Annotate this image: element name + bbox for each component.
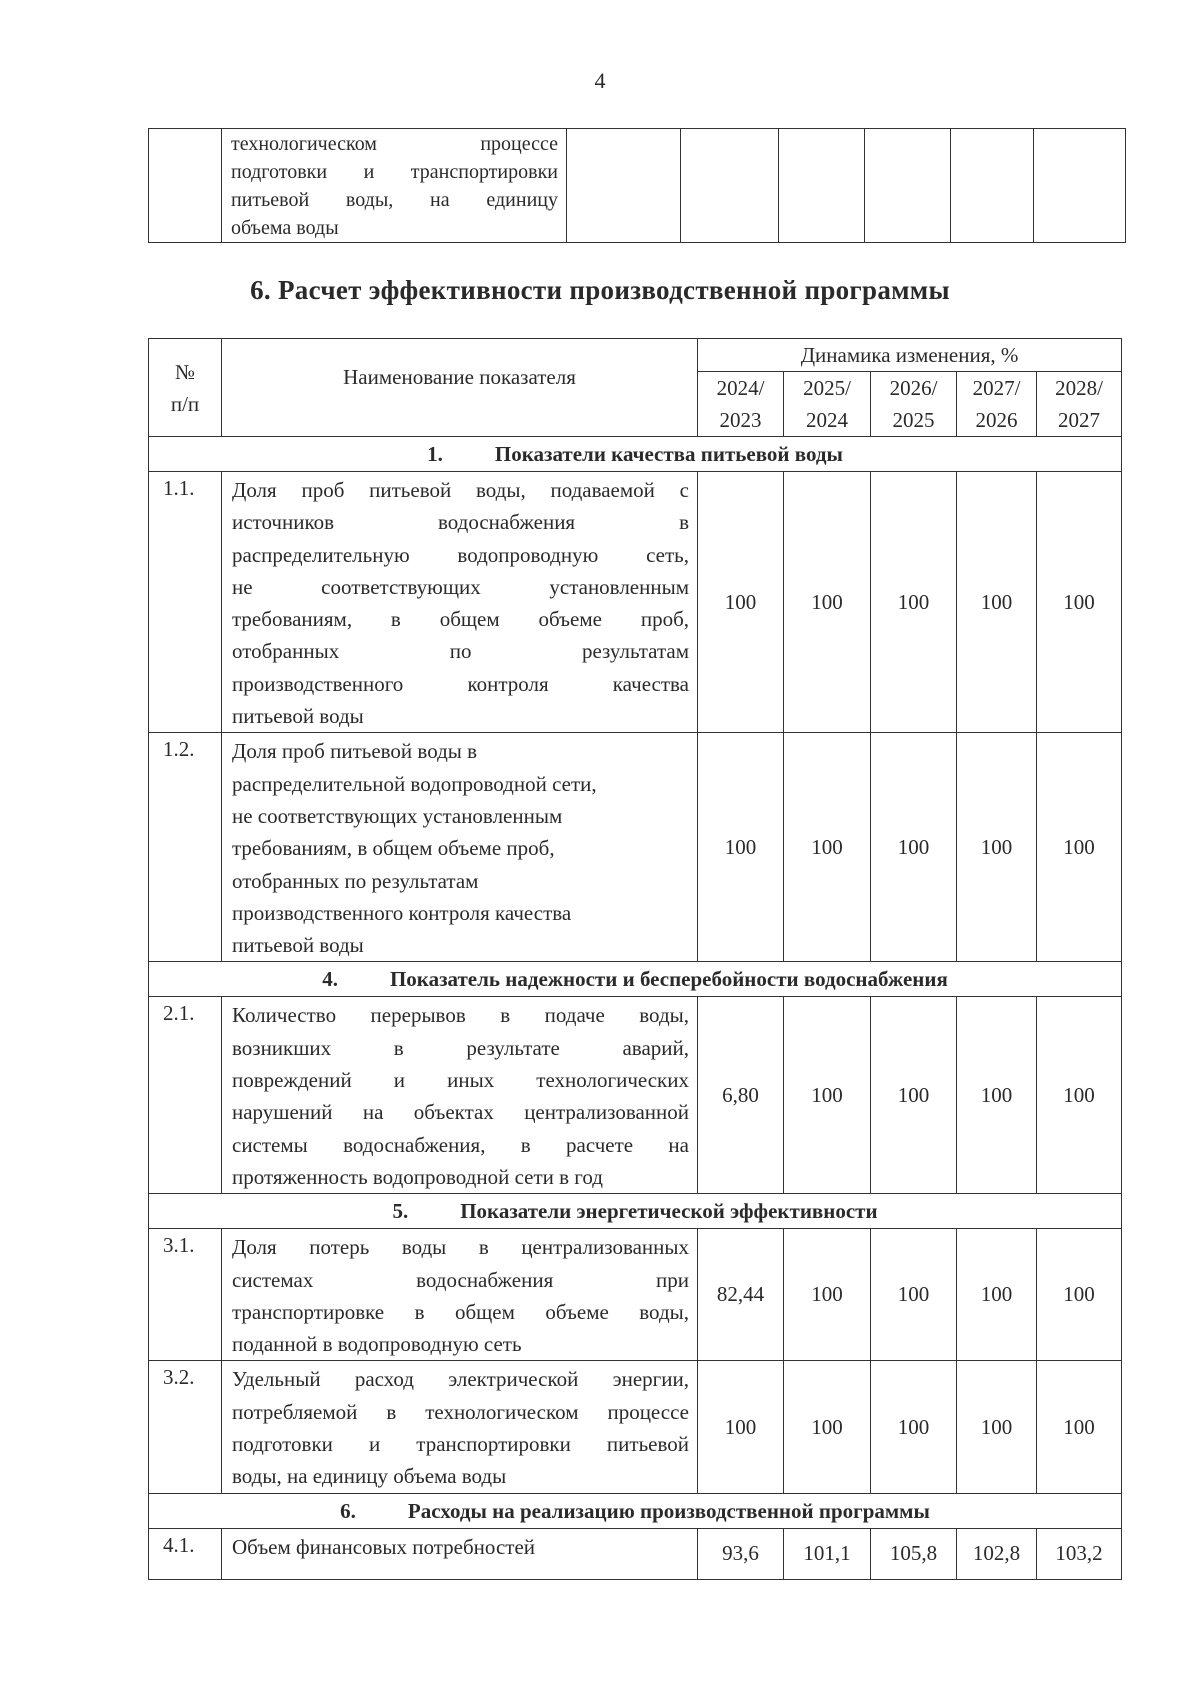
value-cell: 102,8 bbox=[957, 1528, 1037, 1579]
continuation-description bbox=[222, 129, 567, 243]
row-number: 4.1. bbox=[149, 1528, 222, 1579]
table-row bbox=[149, 472, 1122, 733]
row-description: Доля проб питьевой воды в распределительной водопроводной сети, не соответствующих установленным требованиям, в общем объеме проб, отобранных по результатам производственного контроля качества питьевой воды bbox=[222, 733, 698, 962]
group-title: 1. Показатели качества питьевой воды bbox=[149, 437, 1122, 472]
header-num bbox=[149, 339, 222, 437]
continuation-line: технологическом процессе bbox=[231, 133, 558, 155]
value-cell: 100 bbox=[698, 472, 784, 733]
continuation-value-cell bbox=[1034, 129, 1126, 243]
row-description: Доля проб питьевой воды, подаваемой с источников водоснабжения в распределительную водопроводную сеть, не соответствующих установленным требованиям, в общем объеме проб, отобранных по результатам производственного контроля качества питьевой воды bbox=[222, 472, 698, 733]
value-cell: 100 bbox=[1037, 1229, 1122, 1361]
header-year: 2026/ 2025 bbox=[871, 372, 957, 437]
header-dynamics: Динамика изменения, % bbox=[698, 339, 1122, 372]
value-cell: 100 bbox=[957, 1361, 1037, 1493]
page-number: 4 bbox=[594, 68, 606, 93]
value-cell: 100 bbox=[1037, 472, 1122, 733]
group-title: 6. Расходы на реализацию производственной программы bbox=[149, 1493, 1122, 1528]
value-cell: 103,2 bbox=[1037, 1528, 1122, 1579]
row-description: Доля потерь воды в централизованных системах водоснабжения при транспортировке в общем объеме воды, поданной в водопроводную сеть bbox=[222, 1229, 698, 1361]
header-year: 2025/ 2024 bbox=[784, 372, 871, 437]
table-row bbox=[149, 1361, 1122, 1493]
value-cell: 101,1 bbox=[784, 1528, 871, 1579]
continuation-line: питьевой воды, на единицу bbox=[231, 189, 558, 211]
header-year: 2024/ 2023 bbox=[698, 372, 784, 437]
value-cell: 100 bbox=[957, 472, 1037, 733]
group-title: 5. Показатели энергетической эффективности bbox=[149, 1194, 1122, 1229]
continuation-row bbox=[149, 129, 1126, 243]
value-cell: 93,6 bbox=[698, 1528, 784, 1579]
value-cell: 6,80 bbox=[698, 997, 784, 1194]
value-cell: 100 bbox=[871, 733, 957, 962]
header-row bbox=[149, 339, 1122, 372]
group-title: 4. Показатель надежности и бесперебойности водоснабжения bbox=[149, 962, 1122, 997]
continuation-table bbox=[148, 128, 1126, 243]
continuation-num-cell bbox=[149, 129, 222, 243]
value-cell: 100 bbox=[698, 1361, 784, 1493]
row-description: Количество перерывов в подаче воды, возникших в результате аварий, повреждений и иных технологических нарушений на объектах централизованной системы водоснабжения, в расчете на протяженность водопроводной сети в год bbox=[222, 997, 698, 1194]
value-cell: 100 bbox=[871, 1229, 957, 1361]
value-cell: 100 bbox=[784, 1361, 871, 1493]
value-cell: 100 bbox=[871, 1361, 957, 1493]
header-num-line: п/п bbox=[170, 391, 200, 416]
header-year: 2027/ 2026 bbox=[957, 372, 1037, 437]
continuation-value-cell bbox=[681, 129, 779, 243]
continuation-line: подготовки и транспортировки bbox=[231, 161, 558, 183]
row-number: 1.1. bbox=[149, 472, 222, 733]
row-description: Удельный расход электрической энергии, потребляемой в технологическом процессе подготовки и транспортировки питьевой воды, на единицу объема воды bbox=[222, 1361, 698, 1493]
value-cell: 100 bbox=[1037, 1361, 1122, 1493]
value-cell: 100 bbox=[784, 472, 871, 733]
value-cell: 105,8 bbox=[871, 1528, 957, 1579]
continuation-value-cell bbox=[779, 129, 865, 243]
value-cell: 100 bbox=[1037, 733, 1122, 962]
group-row bbox=[149, 962, 1122, 997]
row-number: 1.2. bbox=[149, 733, 222, 962]
table-row bbox=[149, 997, 1122, 1194]
header-num-line: № bbox=[174, 359, 196, 384]
value-cell: 100 bbox=[871, 997, 957, 1194]
section-title: 6. Расчет эффективности производственной программы bbox=[250, 275, 950, 305]
table-row bbox=[149, 1528, 1122, 1579]
value-cell: 100 bbox=[957, 733, 1037, 962]
row-number: 3.2. bbox=[149, 1361, 222, 1493]
continuation-line: объема воды bbox=[231, 217, 339, 239]
value-cell: 100 bbox=[784, 733, 871, 962]
value-cell: 100 bbox=[1037, 997, 1122, 1194]
header-year: 2028/ 2027 bbox=[1037, 372, 1122, 437]
table-row bbox=[149, 733, 1122, 962]
group-row bbox=[149, 1493, 1122, 1528]
value-cell: 100 bbox=[871, 472, 957, 733]
value-cell: 100 bbox=[784, 1229, 871, 1361]
value-cell: 100 bbox=[698, 733, 784, 962]
value-cell: 100 bbox=[784, 997, 871, 1194]
group-row bbox=[149, 437, 1122, 472]
value-cell: 100 bbox=[957, 997, 1037, 1194]
continuation-value-cell bbox=[865, 129, 951, 243]
row-description: Объем финансовых потребностей bbox=[222, 1528, 698, 1579]
row-number: 3.1. bbox=[149, 1229, 222, 1361]
header-name: Наименование показателя bbox=[222, 339, 698, 437]
value-cell: 100 bbox=[957, 1229, 1037, 1361]
efficiency-table bbox=[148, 338, 1122, 1580]
group-row bbox=[149, 1194, 1122, 1229]
continuation-value-cell bbox=[567, 129, 681, 243]
table-row bbox=[149, 1229, 1122, 1361]
value-cell: 82,44 bbox=[698, 1229, 784, 1361]
continuation-value-cell bbox=[951, 129, 1034, 243]
row-number: 2.1. bbox=[149, 997, 222, 1194]
